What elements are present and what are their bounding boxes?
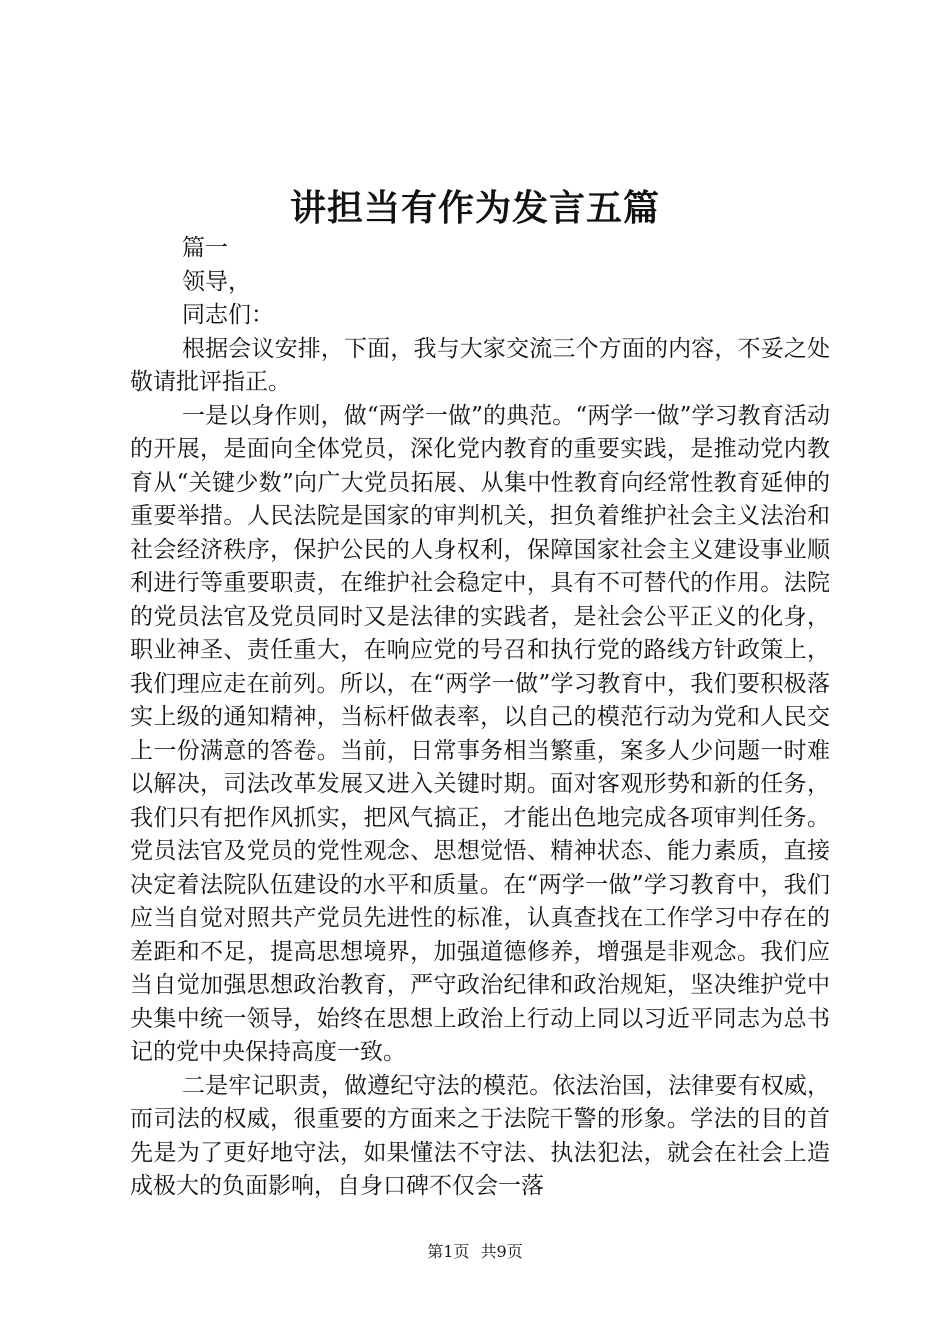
paragraph-salutation-comrades: 同志们： [182, 302, 274, 328]
paragraph-section-heading: 篇一 [182, 235, 228, 261]
paragraph-point-two: 二是牢记职责，做遵纪守法的模范。依法治国，法律要有权威，而司法的权威，很重要的方面来之于法院干警的形象。学法的目的首先是为了更好地守法，如果懂法不守法、执法犯法，就会在社会上造成极大的负面影响，自身口碑不仅会一落 [130, 1072, 830, 1199]
paragraph-intro: 根据会议安排，下面，我与大家交流三个方面的内容，不妥之处敬请批评指正。 [130, 335, 830, 395]
paragraph-salutation-leaders: 领导， [182, 268, 251, 295]
document-body [130, 232, 830, 1204]
paragraph-point-one: 一是以身作则，做“两学一做”的典范。“两学一做”学习教育活动的开展，是面向全体党员，深化党内教育的重要实践，是推动党内教育从“关键少数”向广大党员拓展、从集中性教育向经常性教育延伸的重要举措。人民法院是国家的审判机关，担负着维护社会主义法治和社会经济秩序，保护公民的人身权利，保障国家社会主义建设事业顺利进行等重要职责，在维护社会稳定中，具有不可替代的作用。法院的党员法官及党员同时又是法律的实践者，是社会公平正义的化身，职业神圣、责任重大，在响应党的号召和执行党的路线方针政策上，我们理应走在前列。所以，在“两学一做”学习教育中，我们要积极落实上级的通知精神，当标杆做表率，以自己的模范行动为党和人民交上一份满意的答卷。当前，日常事务相当繁重，案多人少问题一时难以解决，司法改革发展又进入关键时期。面对客观形势和新的任务，我们只有把作风抓实，把风气搞正，才能出色地完成各项审判任务。党员法官及党员的党性观念、思想觉悟、精神状态、能力素质，直接决定着法院队伍建设的水平和质量。在“两学一做”学习教育中，我们应当自觉对照共产党员先进性的标准，认真查找在工作学习中存在的差距和不足，提高思想境界，加强道德修养，增强是非观念。我们应当自觉加强思想政治教育，严守政治纪律和政治规矩，坚决维护党中央集中统一领导，始终在思想上政治上行动上同以习近平同志为总书记的党中央保持高度一致。 [130, 402, 830, 1065]
page-number: 第1页 [427, 1242, 470, 1261]
page-footer [0, 1240, 950, 1264]
page-total: 共9页 [480, 1242, 523, 1261]
document-title: 讲担当有作为发言五篇 [289, 187, 660, 229]
